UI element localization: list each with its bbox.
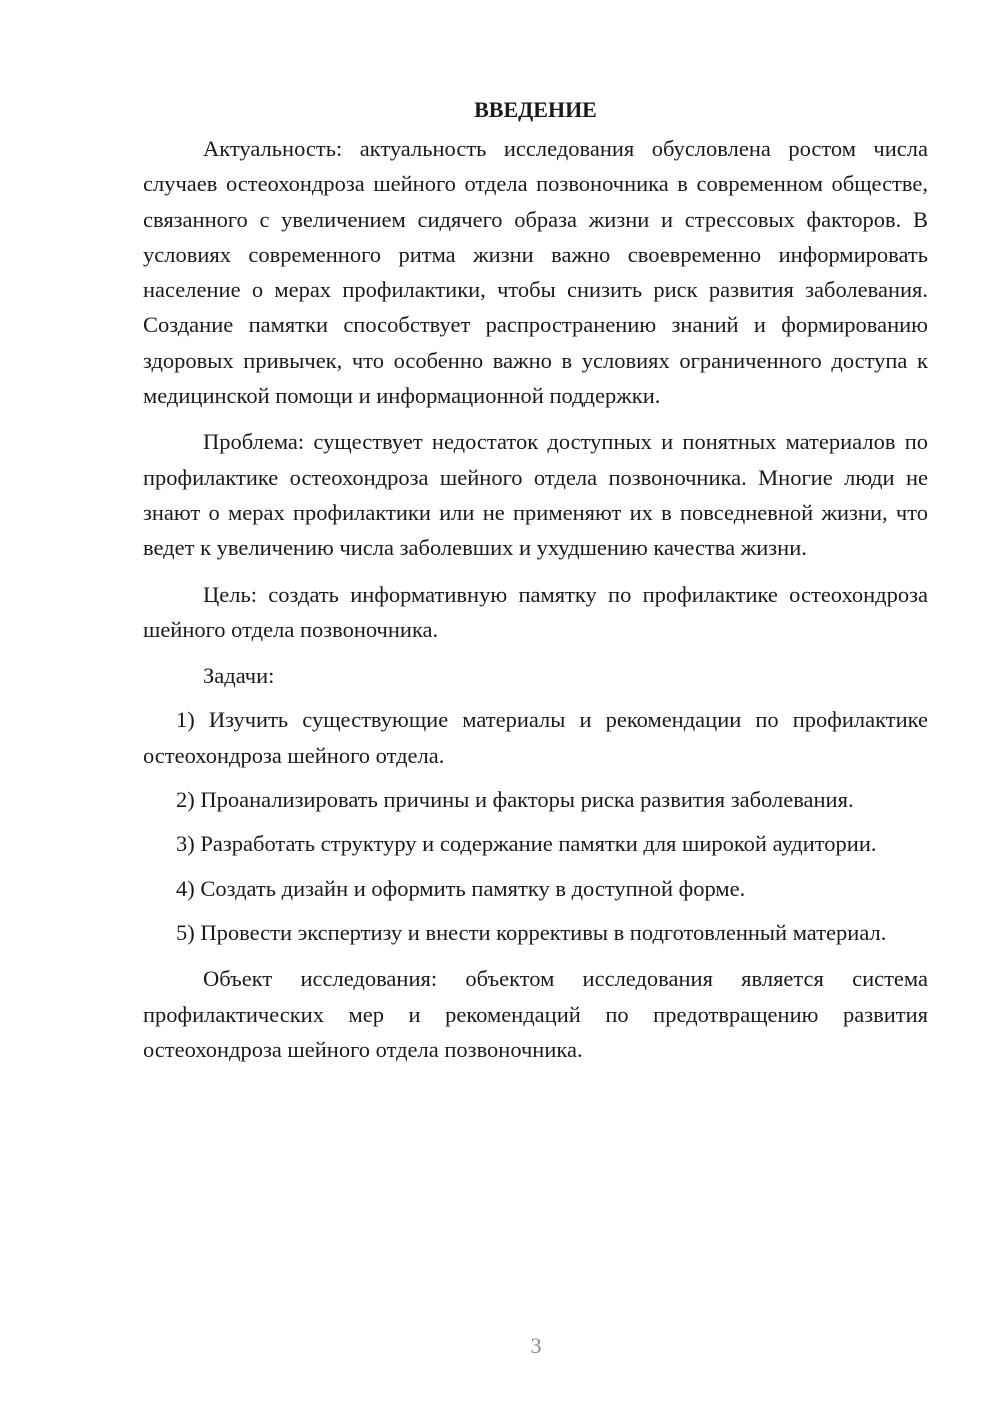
page-number: 3	[530, 1333, 542, 1358]
problem-paragraph: Проблема: существует недостаток доступных и понятных материалов по профилактике остеохондроза шейного отдела позвоночника. Многие люди не знают о мерах профилактики или не применяют их в повседневной жизни, что ведет к увеличению числа заболевших и ухудшению качества жизни.	[143, 429, 928, 561]
relevance-paragraph: Актуальность: актуальность исследования обусловлена ростом числа случаев остеохондроза шейного отдела позвоночника в современном обществе, связанного с увеличением сидячего образа жизни и стрессовых факторов. В условиях современного ритма жизни важно своевременно информировать население о мерах профилактики, чтобы снизить риск развития заболевания. Создание памятки способствует распространению знаний и формированию здоровых привычек, что особенно важно в условиях ограниченного доступа к медицинской помощи и информационной поддержки.	[143, 136, 928, 409]
task-item-2: 2) Проанализировать причины и факторы риска развития заболевания.	[176, 787, 854, 813]
tasks-heading: Задачи:	[203, 663, 275, 689]
goal-paragraph: Цель: создать информативную памятку по профилактике остеохондроза шейного отдела позвоночника.	[143, 581, 928, 642]
document-page	[143, 93, 928, 1067]
task-item-3: 3) Разработать структуру и содержание памятки для широкой аудитории.	[176, 831, 877, 857]
task-item-4: 4) Создать дизайн и оформить памятку в доступной форме.	[176, 875, 746, 901]
task-item-1: 1) Изучить существующие материалы и рекомендации по профилактике остеохондроза шейного отдела.	[143, 707, 928, 768]
section-heading: ВВЕДЕНИЕ	[474, 97, 597, 122]
object-paragraph: Объект исследования: объектом исследования является система профилактических мер и рекомендаций по предотвращению развития остеохондроза шейного отдела позвоночника.	[143, 966, 928, 1062]
task-item-5: 5) Провести экспертизу и внести коррективы в подготовленный материал.	[176, 919, 887, 945]
